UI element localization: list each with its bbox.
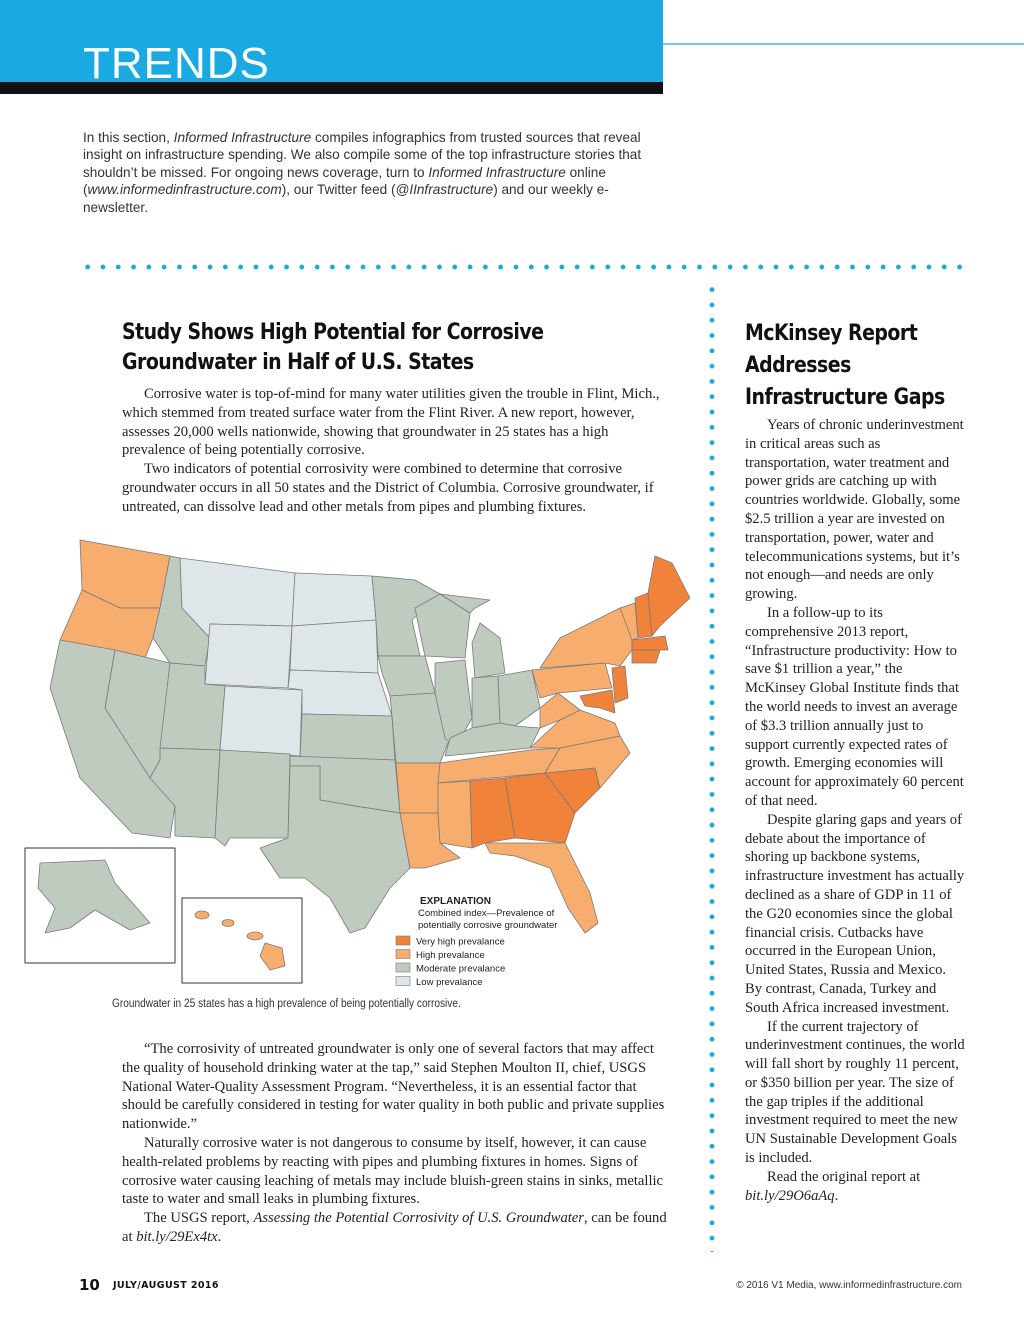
legend-swatch bbox=[396, 963, 410, 972]
state-colorado bbox=[220, 686, 302, 756]
article-body-bottom bbox=[122, 1040, 672, 1247]
state-new-mexico bbox=[215, 750, 290, 846]
sidebar-headline: McKinsey Report Addresses Infrastructure Gaps bbox=[745, 321, 945, 410]
map-caption: Groundwater in 25 states has a high prevalence of being potentially corrosive. bbox=[112, 998, 461, 1010]
state-ohio bbox=[498, 670, 540, 726]
state-indiana bbox=[472, 676, 500, 728]
state-new-york bbox=[540, 608, 632, 668]
intro-paragraph: In this section, Informed Infrastructure compiles infographics from trusted sources that reveal insight on infrastructure spending. We also compile some of the top infrastructure stories that shouldn’t be missed. For ongoing news coverage, turn to Informed Infrastructure online (www.informedinfrastructure.com), our Twitter feed (@IInfrastructure) and our weekly e-newsletter. bbox=[83, 130, 642, 215]
legend-subtitle: potentially corrosive groundwater bbox=[418, 920, 558, 931]
body-paragraph: If the current trajectory of underinvestment continues, the world will fall short by roughly 11 percent, or $350 billion per year. The size of the gap triples if the additional investment required to meet the new UN Sustainable Development Goals is included. bbox=[745, 1018, 965, 1167]
body-paragraph: Corrosive water is top-of-mind for many water utilities given the trouble in Flint, Mich., which stemmed from treated surface water from the Flint River. A new report, however, assesses 20,000 wells nationwide, showing that groundwater in 25 states has a high prevalence of being potentially corrosive. bbox=[122, 386, 660, 459]
state-michigan-lower bbox=[472, 623, 505, 678]
body-paragraph: Two indicators of potential corrosivity were combined to determine that corrosive groundwater occurs in all 50 states and the District of Columbia. Corrosive groundwater, if untreated, can dissolve lead and other metals from pipes and plumbing fixtures. bbox=[122, 461, 654, 515]
body-paragraph: Naturally corrosive water is not dangerous to consume by itself, however, it can cause health-related problems by reacting with pipes and plumbing fixtures in homes. Signs of corrosive water causing leaching of metals may include bluish-green stains in sinks, metallic taste to water and small leaks in plumbing fixtures. bbox=[122, 1134, 664, 1208]
legend-swatch bbox=[396, 977, 410, 986]
body-paragraph: “The corrosivity of untreated groundwater is only one of several factors that may affect the quality of household drinking water at the tap,” said Stephen Moulton II, chief, USGS National Water-Quality Assessment Program. “Nevertheless, it is an essential factor that should be carefully considered in testing for water quality in both public and private supplies nationwide.” bbox=[122, 1041, 665, 1133]
state-mississippi bbox=[438, 781, 472, 848]
state-kansas bbox=[300, 714, 395, 760]
state-arkansas bbox=[396, 763, 440, 813]
article-headline: Study Shows High Potential for Corrosive Groundwater in Half of U.S. States bbox=[122, 320, 544, 375]
legend-label: High prevalance bbox=[416, 950, 485, 961]
legend-subtitle: Combined index—Prevalence of bbox=[418, 908, 555, 919]
report-link[interactable]: bit.ly/29Ex4tx bbox=[136, 1228, 218, 1245]
section-title: TRENDS bbox=[83, 39, 270, 88]
state-hawaii-kauai bbox=[195, 911, 209, 919]
state-iowa bbox=[378, 656, 435, 696]
article-body-top bbox=[122, 385, 672, 517]
state-alaska bbox=[38, 860, 150, 933]
state-maryland bbox=[580, 690, 615, 713]
state-south-dakota bbox=[290, 620, 378, 673]
header-rule bbox=[663, 43, 1024, 45]
legend-swatch bbox=[396, 936, 410, 945]
sidebar-body bbox=[745, 416, 965, 1205]
state-nebraska bbox=[288, 670, 392, 716]
body-paragraph: Despite glaring gaps and years of debate about the importance of shoring up backbone systems, infrastructure investment has actually declined as a share of GDP in 11 of the G20 economies since the global financial crisis. Cutbacks have occurred in the European Union, United States, Russia and Mexico. By contrast, Canada, Turkey and South Africa increased investment. bbox=[745, 811, 965, 1016]
issue-date: JULY/AUGUST 2016 bbox=[113, 1280, 219, 1291]
legend-label: Low prevalance bbox=[416, 977, 483, 988]
body-paragraph: Years of chronic underinvestment in critical areas such as transportation, water treatment and power grids are catching up with countries worldwide. Globally, some $2.5 trillion a year are invested on transportation, power, water and telecommunications systems, but it’s not enough—and needs are only growing. bbox=[745, 417, 964, 603]
legend-label: Very high prevalance bbox=[416, 936, 505, 948]
hawaii-inset-frame bbox=[182, 898, 302, 983]
body-paragraph: The USGS report, Assessing the Potential Corrosivity of U.S. Groundwater, can be found at bit.ly/29Ex4tx. bbox=[122, 1210, 667, 1245]
body-paragraph: Read the original report at bit.ly/29O6aAq. bbox=[745, 1168, 921, 1204]
dotted-divider-vertical bbox=[709, 282, 715, 1252]
state-new-jersey bbox=[612, 666, 628, 703]
corrosivity-map bbox=[20, 538, 690, 998]
legend-label: Moderate prevalance bbox=[416, 963, 506, 975]
mckinsey-report-link[interactable]: bit.ly/29O6aAq bbox=[745, 1187, 835, 1204]
legend-swatch bbox=[396, 950, 410, 959]
state-connecticut bbox=[632, 650, 660, 663]
dotted-divider-horizontal bbox=[80, 264, 966, 270]
state-north-dakota bbox=[292, 573, 376, 626]
state-maine bbox=[648, 556, 690, 636]
state-wyoming bbox=[205, 624, 292, 688]
legend-title: EXPLANATION bbox=[420, 896, 491, 907]
state-hawaii-maui bbox=[247, 932, 263, 940]
body-paragraph: In a follow-up to its comprehensive 2013 report, “Infrastructure productivity: How to save $1 trillion a year,” the McKinsey Global Institute finds that the world needs to invest an average of $3.3 trillion annually just to support currently expected rates of growth. Emerging economies will account for approximately 60 percent of that need. bbox=[745, 604, 964, 809]
state-hawaii-oahu bbox=[222, 920, 234, 927]
page-number: 10 bbox=[79, 1276, 100, 1294]
copyright: © 2016 V1 Media, www.informedinfrastructure.com bbox=[736, 1280, 962, 1291]
state-hawaii-big-island bbox=[260, 943, 285, 970]
map-legend bbox=[396, 896, 557, 988]
